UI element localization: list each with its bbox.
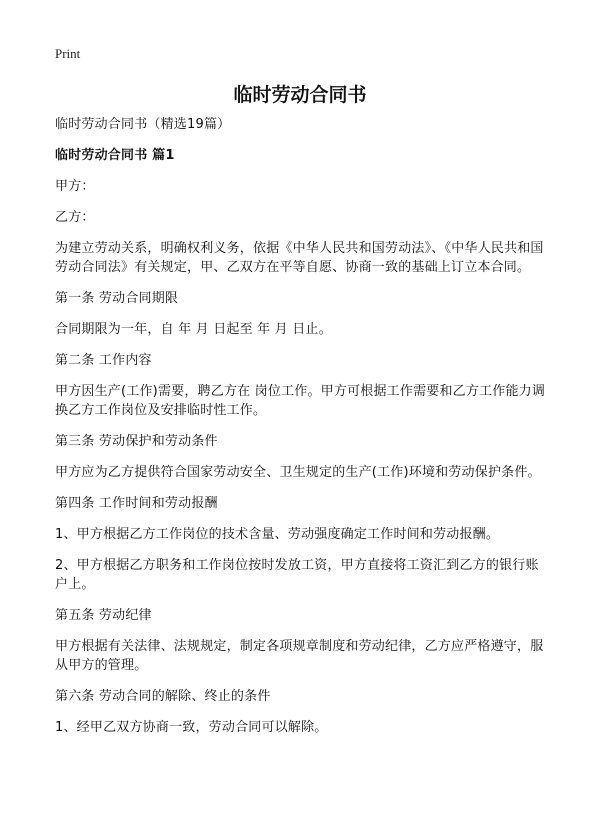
article-5-heading: 第五条 劳动纪律 [55, 608, 152, 623]
article-1-heading: 第一条 劳动合同期限 [55, 291, 179, 306]
document-title: 临时劳动合同书 [233, 84, 367, 106]
document-body [55, 115, 550, 749]
party-b-line: 乙方： [55, 210, 95, 225]
article-4-item-2: 2、甲方根据乙方职务和工作岗位按时发放工资，甲方直接将工资汇到乙方的银行账户上。 [55, 558, 539, 592]
document-subtitle: 临时劳动合同书（精选19篇） [55, 117, 231, 132]
article-5-text: 甲方根据有关法律、法规规定，制定各项规章制度和劳动纪律，乙方应严格遵守，服从甲方的管理。 [55, 639, 544, 673]
article-2-heading: 第二条 工作内容 [55, 353, 152, 368]
article-3-heading: 第三条 劳动保护和劳动条件 [55, 434, 218, 449]
article-6-heading: 第六条 劳动合同的解除、终止的条件 [55, 689, 271, 704]
article-4-heading: 第四条 工作时间和劳动报酬 [55, 496, 218, 511]
article-3-text: 甲方应为乙方提供符合国家劳动安全、卫生规定的生产(工作)环境和劳动保护条件。 [55, 465, 541, 480]
article-4-item-1: 1、甲方根据乙方工作岗位的技术含量、劳动强度确定工作时间和劳动报酬。 [55, 527, 500, 542]
section-heading: 临时劳动合同书 篇1 [55, 148, 175, 163]
article-2-text: 甲方因生产(工作)需要，聘乙方在 岗位工作。甲方可根据工作需要和乙方工作能力调换乙方工作岗位及安排临时性工作。 [55, 384, 546, 418]
article-1-text: 合同期限为一年，自 年 月 日起至 年 月 日止。 [55, 322, 332, 337]
print-link[interactable]: Print [55, 46, 81, 61]
article-6-item-1: 1、经甲乙双方协商一致，劳动合同可以解除。 [55, 720, 328, 735]
preamble-paragraph: 为建立劳动关系，明确权利义务，依据《中华人民共和国劳动法》、《中华人民共和国劳动合同法》有关规定，甲、乙双方在平等自愿、协商一致的基础上订立本合同。 [55, 241, 544, 275]
party-a-line: 甲方： [55, 179, 95, 194]
